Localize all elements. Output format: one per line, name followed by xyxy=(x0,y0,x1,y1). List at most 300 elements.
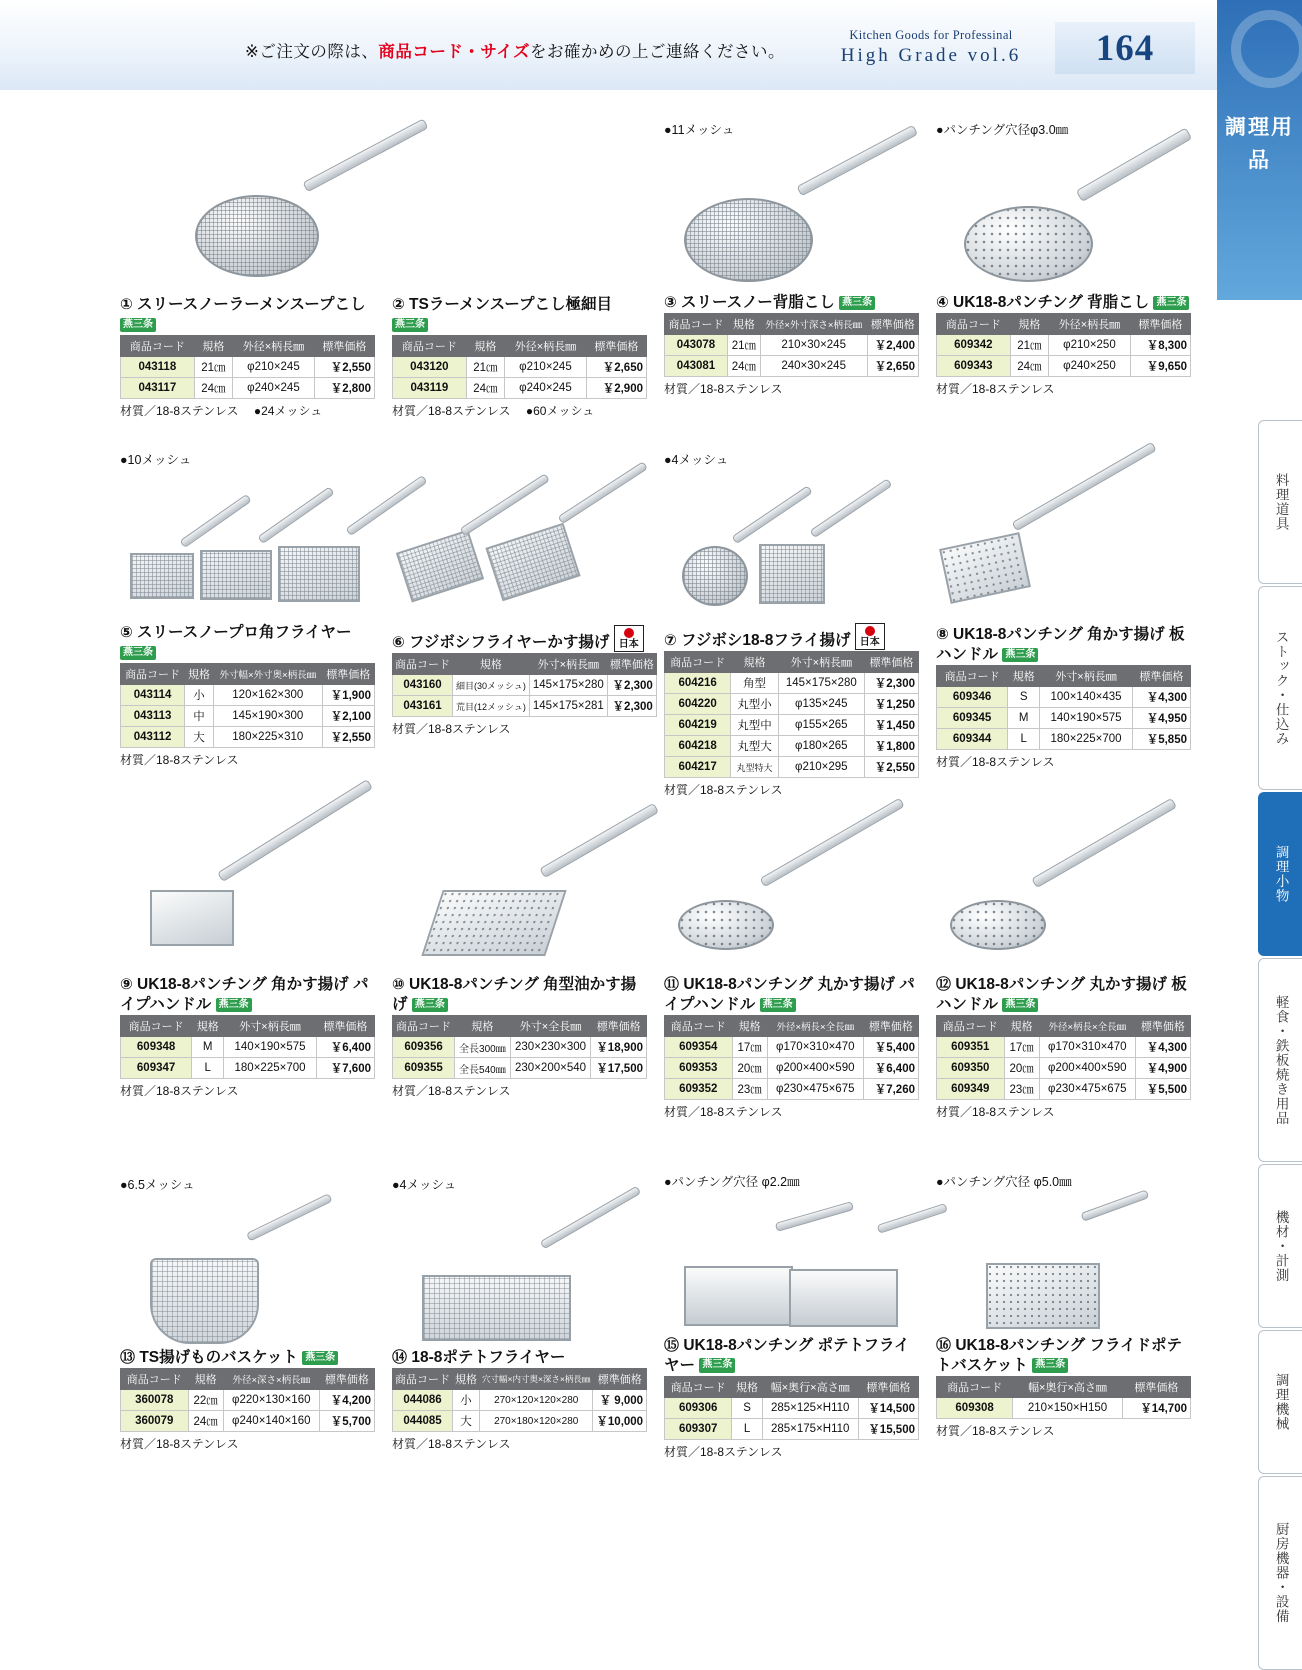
cell-size: 23㎝ xyxy=(732,1079,767,1100)
col-dim: 外径×柄長×全長㎜ xyxy=(767,1016,863,1037)
product-image-7 xyxy=(664,468,919,623)
punching-bowl-illustration xyxy=(964,206,1093,282)
cell-dim: 140×190×575 xyxy=(1040,708,1133,729)
table-row xyxy=(937,1079,1191,1100)
cell-price: ￥4,900 xyxy=(1135,1058,1190,1079)
page-number: 164 xyxy=(1095,27,1155,69)
cell-price: ￥2,100 xyxy=(322,706,374,727)
handle-illustration xyxy=(179,494,251,548)
cell-code: 604217 xyxy=(665,757,731,778)
sidebar-tab-kitchen-small-goods[interactable] xyxy=(1258,792,1302,956)
cell-code: 609307 xyxy=(665,1418,732,1439)
cell-code: 043078 xyxy=(665,335,728,356)
punch-lead-16: ●パンチング穴径 φ5.0㎜ xyxy=(936,1175,1072,1189)
product-image-1 xyxy=(120,120,375,295)
section-title-vertical: 調理用品 xyxy=(1225,116,1294,172)
product-image-3 xyxy=(664,138,919,293)
table-row xyxy=(121,378,375,399)
pipe-handle-illustration xyxy=(217,779,373,882)
japan-flag-icon xyxy=(618,628,640,638)
product-title-4 xyxy=(936,293,1191,313)
product-card-7 xyxy=(664,450,919,798)
cell-code: 609354 xyxy=(665,1037,733,1058)
cell-price: ￥7,260 xyxy=(863,1079,918,1100)
col-dim: 外径×外寸深さ×柄長㎜ xyxy=(760,314,867,335)
spec-table-9 xyxy=(120,1015,375,1079)
cell-code: 609352 xyxy=(665,1079,733,1100)
cell-size: M xyxy=(192,1037,224,1058)
table-row xyxy=(121,706,375,727)
table-row xyxy=(665,694,919,715)
table-row xyxy=(937,1037,1191,1058)
product-name: UK18-8パンチング 角型油かす揚げ xyxy=(392,976,637,1014)
sanjo-badge: 燕三条 xyxy=(1032,1358,1068,1373)
table-row xyxy=(665,356,919,377)
cell-size: L xyxy=(192,1058,224,1079)
product-title-10 xyxy=(392,975,647,1015)
product-card-4 xyxy=(936,120,1191,397)
cell-dim: φ240×245 xyxy=(505,378,587,399)
product-name: UK18-8パンチング 丸かす揚げ 板ハンドル xyxy=(936,976,1187,1014)
cell-code: 609347 xyxy=(121,1058,192,1079)
cell-dim: 145×175×281 xyxy=(529,696,607,717)
order-note-highlight: 商品コード・サイズ xyxy=(378,43,531,61)
product-image-15 xyxy=(664,1191,919,1336)
rectangular-basket-illustration xyxy=(422,1275,571,1341)
sidebar-tab-cooking-tools[interactable] xyxy=(1258,420,1302,584)
col-size: 規格 xyxy=(732,1376,762,1397)
product-number: ④ xyxy=(936,294,949,311)
cell-size: 23㎝ xyxy=(1004,1079,1039,1100)
decorative-circle-icon xyxy=(1231,10,1302,88)
cell-size: L xyxy=(732,1418,762,1439)
col-code: 商品コード xyxy=(121,664,185,685)
cell-dim: 145×190×300 xyxy=(213,706,322,727)
cell-dim: φ170×310×470 xyxy=(1039,1037,1135,1058)
cell-price: ￥2,300 xyxy=(607,696,656,717)
catalog-brand xyxy=(816,28,1046,67)
sanjo-badge: 燕三条 xyxy=(760,998,796,1013)
cell-price: ￥5,700 xyxy=(319,1411,374,1432)
cell-size: 細目(30メッシュ) xyxy=(453,675,530,696)
handle-illustration xyxy=(246,1193,333,1241)
punching-round-illustration xyxy=(950,900,1046,950)
sanjo-badge: 燕三条 xyxy=(120,646,156,661)
col-dim: 外寸×全長㎜ xyxy=(510,1016,591,1037)
cell-size: 丸型中 xyxy=(731,715,779,736)
product-number: ⑭ xyxy=(392,1349,408,1366)
product-number: ⑨ xyxy=(120,976,133,993)
spec-table-8 xyxy=(936,665,1191,750)
cell-code: 043081 xyxy=(665,356,728,377)
col-size: 規格 xyxy=(453,1369,480,1390)
col-dim: 穴寸幅×内寸奥×深さ×柄長㎜ xyxy=(480,1369,593,1390)
product-card-5 xyxy=(120,450,375,768)
cell-size: 21㎝ xyxy=(466,357,504,378)
cell-price: ￥2,550 xyxy=(314,357,374,378)
product-name: TS揚げものバスケット xyxy=(139,1349,298,1366)
cell-dim: 285×125×H110 xyxy=(762,1397,858,1418)
mesh-lead-5: ●10メッシュ xyxy=(120,453,192,467)
cell-code: 609349 xyxy=(937,1079,1005,1100)
cell-code: 043114 xyxy=(121,685,185,706)
table-row xyxy=(937,335,1191,356)
cell-code: 044086 xyxy=(393,1390,453,1411)
col-dim: 外寸×柄長㎜ xyxy=(529,654,607,675)
product-card-9 xyxy=(120,790,375,1099)
sanjo-badge: 燕三条 xyxy=(216,998,252,1013)
cell-code: 043119 xyxy=(393,378,467,399)
col-code: 商品コード xyxy=(665,1376,732,1397)
cell-code: 043118 xyxy=(121,357,195,378)
cell-code: 609343 xyxy=(937,356,1011,377)
product-name: スリースノーラーメンスープこし xyxy=(137,296,366,313)
spec-table-1 xyxy=(120,335,375,399)
flat-handle-illustration xyxy=(1012,442,1157,532)
cell-price: ￥1,250 xyxy=(864,694,918,715)
sidebar-tab-equipment-measure[interactable] xyxy=(1258,1164,1302,1328)
col-size: 規格 xyxy=(466,336,504,357)
cell-code: 360079 xyxy=(121,1411,189,1432)
col-dim: 幅×奥行×高さ㎜ xyxy=(1013,1376,1123,1397)
col-size: 規格 xyxy=(732,1016,767,1037)
col-code: 商品コード xyxy=(121,336,195,357)
square-strainer-illustration xyxy=(278,546,360,602)
cell-code: 043117 xyxy=(121,378,195,399)
handle-illustration xyxy=(558,461,648,524)
cell-price: ￥4,950 xyxy=(1132,708,1190,729)
sanjo-badge: 燕三条 xyxy=(1002,648,1038,663)
table-row xyxy=(121,727,375,748)
sanjo-badge: 燕三条 xyxy=(1002,998,1038,1013)
cell-dim: 180×225×700 xyxy=(224,1058,317,1079)
col-code: 商品コード xyxy=(665,1016,733,1037)
cell-dim: 285×175×H110 xyxy=(762,1418,858,1439)
col-price: 標準価格 xyxy=(1135,1016,1190,1037)
product-number: ⑥ xyxy=(392,634,405,651)
cell-code: 044085 xyxy=(393,1411,453,1432)
product-name: 18-8ポテトフライヤー xyxy=(411,1349,566,1366)
table-header-row xyxy=(937,314,1191,335)
table-row xyxy=(393,675,657,696)
square-strainer-illustration xyxy=(130,553,194,599)
product-name: UK18-8パンチング 丸かす揚げ パイプハンドル xyxy=(664,976,915,1014)
tab-label: ストック・仕込み xyxy=(1273,630,1289,746)
cell-price: ￥ 9,000 xyxy=(593,1390,647,1411)
spec-table-14 xyxy=(392,1368,647,1432)
cell-code: 609355 xyxy=(393,1058,455,1079)
tab-label: 厨房機器・設備 xyxy=(1273,1522,1289,1624)
col-code: 商品コード xyxy=(937,314,1011,335)
product-image-5 xyxy=(120,468,375,623)
flat-handle-illustration xyxy=(1031,798,1177,889)
cell-size: 丸型小 xyxy=(731,694,779,715)
product-card-14 xyxy=(392,1175,647,1452)
cell-code: 043160 xyxy=(393,675,453,696)
product-image-2 xyxy=(392,120,647,295)
spec-table-10 xyxy=(392,1015,647,1079)
product-name: フジボシ18-8フライ揚げ xyxy=(681,632,851,649)
table-row xyxy=(121,685,375,706)
table-row xyxy=(937,708,1191,729)
product-card-13 xyxy=(120,1175,375,1452)
product-number: ③ xyxy=(664,294,677,311)
col-dim: 幅×奥行×高さ㎜ xyxy=(762,1376,858,1397)
cell-price: ￥14,500 xyxy=(858,1397,918,1418)
cell-dim: φ210×295 xyxy=(778,757,864,778)
table-header-row xyxy=(393,1369,647,1390)
cell-price: ￥2,650 xyxy=(586,357,646,378)
cell-dim: φ230×475×675 xyxy=(1039,1079,1135,1100)
product-image-4 xyxy=(936,138,1191,293)
handle-illustration xyxy=(775,1201,854,1232)
table-header-row xyxy=(121,664,375,685)
cell-code: 609346 xyxy=(937,687,1008,708)
table-header-row xyxy=(665,1376,919,1397)
cell-code: 609344 xyxy=(937,729,1008,750)
strainer-bowl-illustration xyxy=(195,195,319,277)
product-card-11 xyxy=(664,790,919,1120)
cell-size: 22㎝ xyxy=(188,1390,223,1411)
sanjo-badge: 燕三条 xyxy=(699,1358,735,1373)
order-note xyxy=(245,38,785,62)
potato-fryer-pan-illustration xyxy=(789,1269,898,1327)
round-strainer-illustration xyxy=(682,546,748,606)
cell-dim: 230×230×300 xyxy=(510,1037,591,1058)
product-title-8 xyxy=(936,625,1191,665)
cell-dim: φ155×265 xyxy=(778,715,864,736)
material-note-5: 材質／18-8ステンレス xyxy=(120,753,239,768)
product-number: ⑤ xyxy=(120,624,133,641)
sidebar-tab-cooking-machines[interactable] xyxy=(1258,1330,1302,1474)
table-header-row xyxy=(393,654,657,675)
cell-size: 24㎝ xyxy=(727,356,760,377)
material-note-8: 材質／18-8ステンレス xyxy=(936,755,1055,770)
product-image-10 xyxy=(392,790,647,975)
col-size: 規格 xyxy=(453,654,530,675)
handle-illustration xyxy=(731,485,812,544)
cell-dim: φ210×245 xyxy=(505,357,587,378)
product-number: ⑪ xyxy=(664,976,680,993)
spec-table-11 xyxy=(664,1015,919,1100)
potato-fryer-pan-illustration xyxy=(684,1266,793,1326)
cell-size: 小 xyxy=(185,685,214,706)
col-code: 商品コード xyxy=(393,1369,453,1390)
product-number: ⑧ xyxy=(936,626,949,643)
sidebar-tab-kitchen-facilities[interactable] xyxy=(1258,1476,1302,1670)
table-header-row xyxy=(393,1016,647,1037)
table-row xyxy=(937,1058,1191,1079)
col-price: 標準価格 xyxy=(322,664,374,685)
col-code: 商品コード xyxy=(393,336,467,357)
cell-code: 043113 xyxy=(121,706,185,727)
col-dim: 外径×柄長×全長㎜ xyxy=(1039,1016,1135,1037)
product-image-11 xyxy=(664,790,919,975)
cell-dim: 240×30×245 xyxy=(760,356,867,377)
col-size: 規格 xyxy=(731,652,779,673)
table-header-row xyxy=(937,666,1191,687)
order-note-prefix: ※ご注文の際は、 xyxy=(245,43,379,61)
col-dim: 外径×深さ×柄長㎜ xyxy=(223,1369,319,1390)
product-card-12 xyxy=(936,790,1191,1120)
cell-price: ￥14,700 xyxy=(1122,1397,1190,1418)
product-card-2 xyxy=(392,120,647,419)
cell-dim: φ240×245 xyxy=(233,378,315,399)
table-row xyxy=(665,673,919,694)
cell-price: ￥4,200 xyxy=(319,1390,374,1411)
material-note-12: 材質／18-8ステンレス xyxy=(936,1105,1055,1120)
col-code: 商品コード xyxy=(937,1376,1013,1397)
cell-dim: 180×225×310 xyxy=(213,727,322,748)
col-price: 標準価格 xyxy=(864,652,918,673)
cell-size: M xyxy=(1008,708,1040,729)
page-number-box xyxy=(1055,22,1195,74)
cell-dim: 140×190×575 xyxy=(224,1037,317,1058)
table-row xyxy=(665,1418,919,1439)
cell-price: ￥8,300 xyxy=(1130,335,1190,356)
col-size: 規格 xyxy=(192,1016,224,1037)
cell-code: 043161 xyxy=(393,696,453,717)
col-price: 標準価格 xyxy=(1132,666,1190,687)
cell-dim: 145×175×280 xyxy=(529,675,607,696)
punching-square-illustration xyxy=(939,532,1031,604)
col-size: 規格 xyxy=(185,664,214,685)
table-header-row xyxy=(393,336,647,357)
table-row xyxy=(121,1411,375,1432)
cell-size: 荒目(12メッシュ) xyxy=(453,696,530,717)
product-card-16 xyxy=(936,1175,1191,1439)
cell-dim: 270×120×120×280 xyxy=(480,1390,593,1411)
cell-code: 043120 xyxy=(393,357,467,378)
cell-code: 609308 xyxy=(937,1397,1013,1418)
square-strainer-illustration xyxy=(485,523,580,602)
cell-code: 609342 xyxy=(937,335,1011,356)
cell-dim: 210×150×H150 xyxy=(1013,1397,1123,1418)
col-dim: 外径×柄長㎜ xyxy=(1049,314,1131,335)
cell-size: S xyxy=(1008,687,1040,708)
col-dim: 外寸×柄長㎜ xyxy=(224,1016,317,1037)
material-note-14: 材質／18-8ステンレス xyxy=(392,1437,511,1452)
col-code: 商品コード xyxy=(121,1016,192,1037)
mesh-lead-14: ●4メッシュ xyxy=(392,1178,457,1192)
product-card-10 xyxy=(392,790,647,1099)
handle-illustration xyxy=(1080,1189,1149,1221)
cell-price: ￥18,900 xyxy=(591,1037,647,1058)
product-name: フジボシフライヤーかす揚げ xyxy=(409,634,610,651)
cell-code: 609345 xyxy=(937,708,1008,729)
table-row xyxy=(393,1037,647,1058)
cell-code: 360078 xyxy=(121,1390,189,1411)
table-row xyxy=(937,356,1191,377)
cell-price: ￥2,400 xyxy=(867,335,918,356)
cell-dim: φ240×250 xyxy=(1049,356,1131,377)
table-row xyxy=(665,1079,919,1100)
product-image-12 xyxy=(936,790,1191,975)
cell-price: ￥5,500 xyxy=(1135,1079,1190,1100)
made-in-japan-badge: 日本 xyxy=(855,623,885,650)
product-title-3 xyxy=(664,293,919,313)
product-number: ② xyxy=(392,296,405,313)
table-row xyxy=(121,357,375,378)
handle-illustration xyxy=(809,478,892,538)
spec-table-13 xyxy=(120,1368,375,1432)
cell-size: 全長300㎜ xyxy=(455,1037,511,1058)
sanjo-badge: 燕三条 xyxy=(120,318,156,333)
cell-size: L xyxy=(1008,729,1040,750)
col-code: 商品コード xyxy=(665,652,731,673)
material-note-3: 材質／18-8ステンレス xyxy=(664,382,783,397)
handle-illustration xyxy=(539,803,659,879)
product-number: ⑬ xyxy=(120,1349,136,1366)
cell-dim: φ240×140×160 xyxy=(223,1411,319,1432)
punching-round-illustration xyxy=(678,900,774,950)
sidebar-tab-stock-prep[interactable] xyxy=(1258,586,1302,790)
material-note-16: 材質／18-8ステンレス xyxy=(936,1423,1055,1438)
sanjo-badge: 燕三条 xyxy=(392,318,428,333)
table-row xyxy=(393,1058,647,1079)
japan-flag-icon xyxy=(859,626,881,636)
square-strainer-illustration xyxy=(200,550,272,600)
cell-size: 丸型大 xyxy=(731,736,779,757)
material-note-15: 材質／18-8ステンレス xyxy=(664,1444,783,1459)
material-note-2 xyxy=(392,402,647,419)
cell-dim: 120×162×300 xyxy=(213,685,322,706)
col-price: 標準価格 xyxy=(586,336,646,357)
cell-dim: 230×200×540 xyxy=(510,1058,591,1079)
spec-table-15 xyxy=(664,1376,919,1440)
handle-illustration xyxy=(257,486,334,544)
table-row xyxy=(665,736,919,757)
product-name: UK18-8パンチング フライドポテトバスケット xyxy=(936,1336,1182,1374)
col-price: 標準価格 xyxy=(607,654,656,675)
product-card-3 xyxy=(664,120,919,397)
col-size: 規格 xyxy=(1010,314,1048,335)
product-image-8 xyxy=(936,450,1191,625)
material-note-4: 材質／18-8ステンレス xyxy=(936,382,1055,397)
cell-price: ￥2,300 xyxy=(864,673,918,694)
table-header-row xyxy=(121,336,375,357)
cell-price: ￥7,600 xyxy=(316,1058,374,1079)
table-row xyxy=(121,1058,375,1079)
product-name: UK18-8パンチング 背脂こし xyxy=(953,294,1150,311)
material-note-11: 材質／18-8ステンレス xyxy=(664,1105,783,1120)
table-row xyxy=(937,1397,1191,1418)
cell-size: 中 xyxy=(185,706,214,727)
cell-price: ￥2,800 xyxy=(314,378,374,399)
cell-dim: φ210×250 xyxy=(1049,335,1131,356)
col-price: 標準価格 xyxy=(867,314,918,335)
punching-square-oil-illustration xyxy=(421,890,566,956)
sidebar-tab-light-meal-teppan[interactable] xyxy=(1258,958,1302,1162)
cell-code: 604216 xyxy=(665,673,731,694)
product-name: UK18-8パンチング 角かす揚げ 板ハンドル xyxy=(936,626,1185,664)
col-code: 商品コード xyxy=(393,1016,455,1037)
col-size: 規格 xyxy=(1004,1016,1039,1037)
made-in-japan-badge: 日本 xyxy=(614,625,644,652)
cell-dim: 210×30×245 xyxy=(760,335,867,356)
cell-price: ￥2,900 xyxy=(586,378,646,399)
cell-price: ￥1,800 xyxy=(864,736,918,757)
cell-dim: 180×225×700 xyxy=(1040,729,1133,750)
cell-price: ￥1,900 xyxy=(322,685,374,706)
table-row xyxy=(393,378,647,399)
table-row xyxy=(937,687,1191,708)
product-number: ① xyxy=(120,296,133,313)
punch-lead-4: ●パンチング穴径φ3.0㎜ xyxy=(936,123,1069,137)
cell-size: S xyxy=(732,1397,762,1418)
cell-size: 大 xyxy=(185,727,214,748)
col-size: 規格 xyxy=(727,314,760,335)
